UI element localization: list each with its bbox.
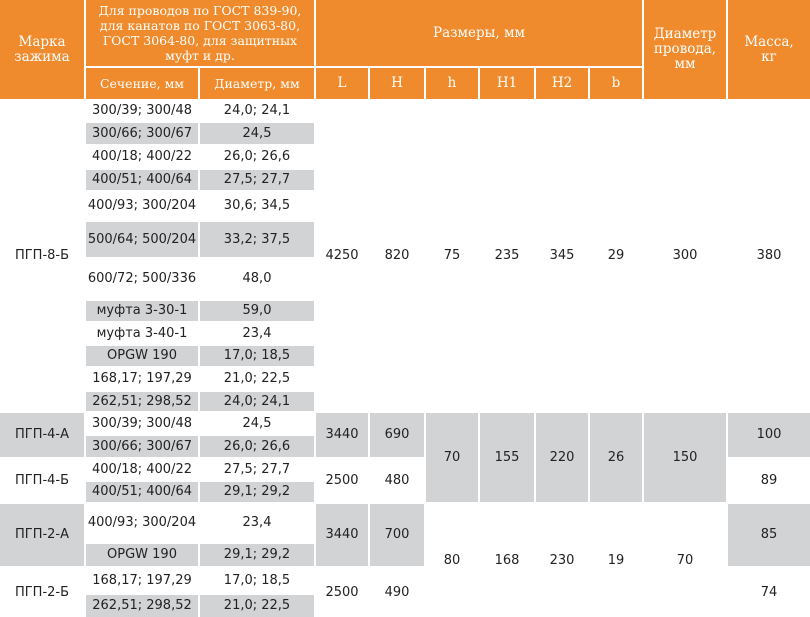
header-mass: Масса, кг: [728, 0, 810, 99]
cell-mass: 74: [728, 568, 810, 617]
cell-h: 80: [426, 504, 478, 617]
row-diameter: 29,1; 29,2: [200, 544, 314, 566]
header-section: Сечение, мм: [86, 68, 198, 99]
header-b: b: [590, 68, 642, 99]
header-sizes: Размеры, мм: [316, 0, 642, 66]
row-diameter: 26,0; 26,6: [200, 436, 314, 457]
cell-H1: 155: [480, 413, 534, 502]
cell-H1: 168: [480, 504, 534, 617]
header-H: H: [370, 68, 424, 99]
row-section: 262,51; 298,52: [86, 595, 198, 617]
row-diameter: 23,4: [200, 323, 314, 344]
cell-mass: 85: [728, 504, 810, 566]
cell-b: 19: [590, 504, 642, 617]
cell-b: 29: [590, 101, 642, 411]
row-section: 300/66; 300/67: [86, 123, 198, 144]
row-diameter: 24,5: [200, 413, 314, 434]
cell-H: 700: [370, 504, 424, 566]
row-diameter: 17,0; 18,5: [200, 568, 314, 593]
row-diameter: 59,0: [200, 301, 314, 321]
cell-H: 490: [370, 568, 424, 617]
model-name: ПГП-4-А: [0, 413, 84, 457]
cell-H2: 345: [536, 101, 588, 411]
header-H1: H1: [480, 68, 534, 99]
cell-L: 3440: [316, 504, 368, 566]
row-diameter: 33,2; 37,5: [200, 222, 314, 257]
header-wire-diameter: Диаметр провода, мм: [644, 0, 726, 99]
model-name: ПГП-2-А: [0, 504, 84, 566]
cell-mass: 380: [728, 101, 810, 411]
row-diameter: 17,0; 18,5: [200, 346, 314, 366]
row-section: 168,17; 197,29: [86, 368, 198, 390]
row-diameter: 21,0; 22,5: [200, 595, 314, 617]
cell-H2: 220: [536, 413, 588, 502]
cell-L: 3440: [316, 413, 368, 457]
row-section: OPGW 190: [86, 346, 198, 366]
row-diameter: 27,5; 27,7: [200, 459, 314, 480]
cell-h: 75: [426, 101, 478, 411]
model-name: ПГП-4-Б: [0, 459, 84, 502]
row-diameter: 29,1; 29,2: [200, 482, 314, 502]
row-diameter: 24,5: [200, 123, 314, 144]
cell-wire-diameter: 70: [644, 504, 726, 617]
row-section: 600/72; 500/336: [86, 259, 198, 299]
cell-H: 480: [370, 459, 424, 502]
row-section: 400/93; 300/204: [86, 504, 198, 542]
model-name: ПГП-8-Б: [0, 101, 84, 411]
header-diameter: Диаметр, мм: [200, 68, 314, 99]
row-section: 300/66; 300/67: [86, 436, 198, 457]
cell-mass: 100: [728, 413, 810, 457]
cell-H: 820: [370, 101, 424, 411]
row-section: 400/51; 400/64: [86, 170, 198, 190]
row-section: 400/18; 400/22: [86, 459, 198, 480]
row-section: 500/64; 500/204: [86, 222, 198, 257]
cell-L: 2500: [316, 459, 368, 502]
row-diameter: 21,0; 22,5: [200, 368, 314, 390]
cell-wire-diameter: 150: [644, 413, 726, 502]
cell-wire-diameter: 300: [644, 101, 726, 411]
row-diameter: 48,0: [200, 259, 314, 299]
row-diameter: 24,0; 24,1: [200, 101, 314, 121]
model-name: ПГП-2-Б: [0, 568, 84, 617]
row-diameter: 27,5; 27,7: [200, 170, 314, 190]
row-section: 262,51; 298,52: [86, 392, 198, 411]
cell-H: 690: [370, 413, 424, 457]
row-section: 168,17; 197,29: [86, 568, 198, 593]
row-section: 400/18; 400/22: [86, 146, 198, 168]
header-L: L: [316, 68, 368, 99]
row-section: 400/51; 400/64: [86, 482, 198, 502]
cell-H2: 230: [536, 504, 588, 617]
row-diameter: 26,0; 26,6: [200, 146, 314, 168]
cell-H1: 235: [480, 101, 534, 411]
row-diameter: 24,0; 24,1: [200, 392, 314, 411]
cell-L: 4250: [316, 101, 368, 411]
cell-b: 26: [590, 413, 642, 502]
cell-mass: 89: [728, 459, 810, 502]
cell-L: 2500: [316, 568, 368, 617]
row-section: OPGW 190: [86, 544, 198, 566]
row-section: 300/39; 300/48: [86, 101, 198, 121]
header-h: h: [426, 68, 478, 99]
row-section: муфта 3-40-1: [86, 323, 198, 344]
header-brand: Марка зажима: [0, 0, 84, 99]
row-section: муфта 3-30-1: [86, 301, 198, 321]
row-diameter: 23,4: [200, 504, 314, 542]
header-H2: H2: [536, 68, 588, 99]
header-wire-group: Для проводов по ГОСТ 839-90, для канатов по ГОСТ 3063-80, ГОСТ 3064-80, для защитных муфт и др.: [86, 0, 314, 66]
row-section: 300/39; 300/48: [86, 413, 198, 434]
cell-h: 70: [426, 413, 478, 502]
row-section: 400/93; 300/204: [86, 192, 198, 220]
row-diameter: 30,6; 34,5: [200, 192, 314, 220]
